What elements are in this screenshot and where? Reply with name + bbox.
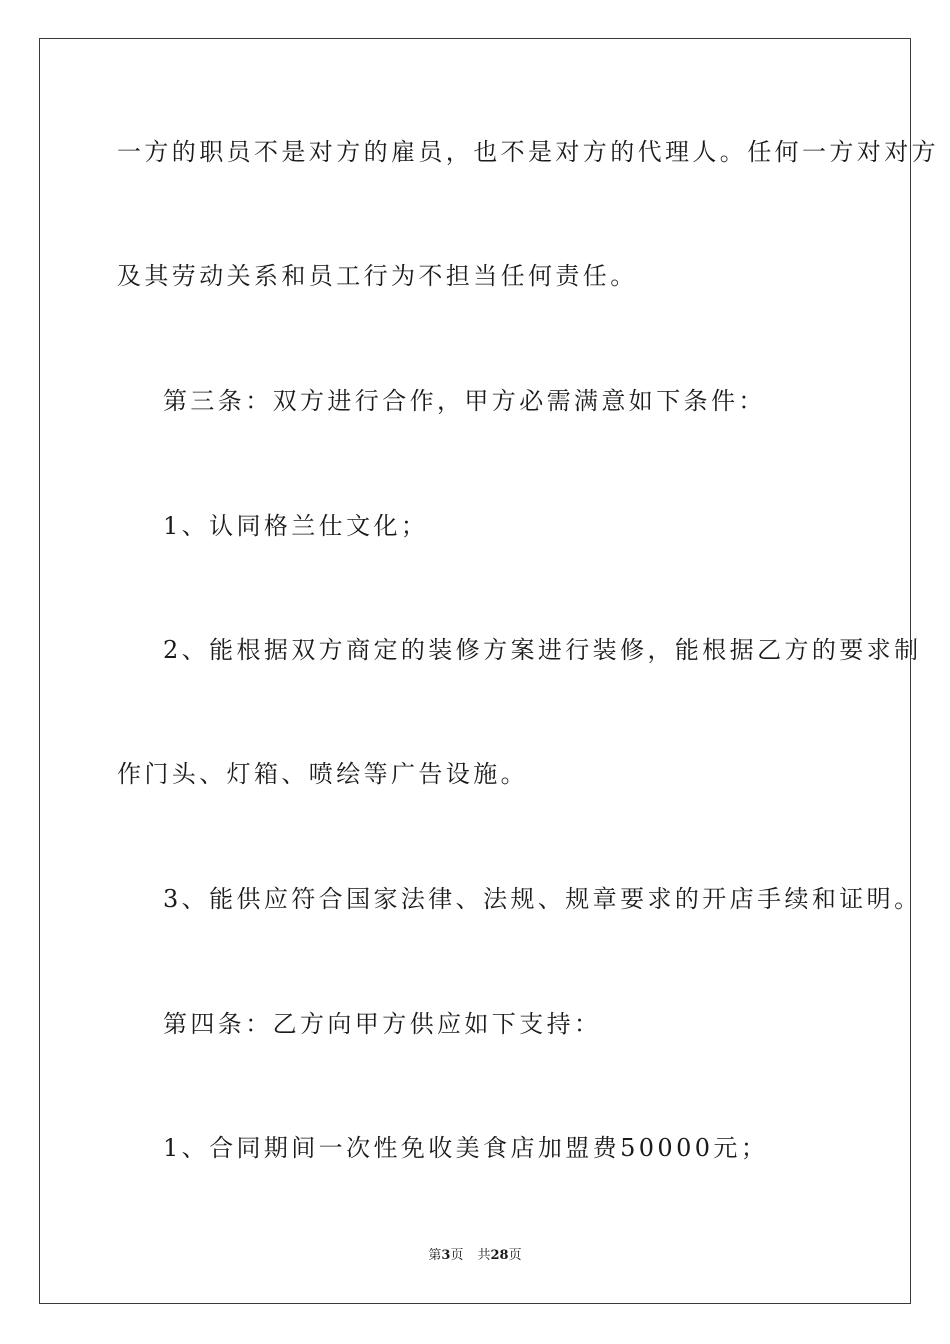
text-line-2: 及其劳动关系和员工行为不担当任何责任。 <box>117 262 638 290</box>
text-line-1: 一方的职员不是对方的雇员，也不是对方的代理人。任何一方对对方 <box>117 138 939 166</box>
page-border <box>39 38 911 1304</box>
current-page-number: 3 <box>441 1248 451 1263</box>
page-prefix: 第 <box>428 1248 442 1263</box>
article-4-item-1: 1、合同期间一次性免收美食店加盟费50000元； <box>163 1134 769 1162</box>
article-3-item-2-continued: 作门头、灯箱、喷绘等广告设施。 <box>117 760 528 788</box>
article-3-item-3: 3、能供应符合国家法律、法规、规章要求的开店手续和证明。 <box>163 885 922 913</box>
total-prefix: 共 <box>477 1248 491 1263</box>
total-suffix: 页 <box>508 1248 522 1263</box>
article-4-heading: 第四条：乙方向甲方供应如下支持： <box>163 1010 602 1038</box>
article-3-heading: 第三条：双方进行合作，甲方必需满意如下条件： <box>163 387 766 415</box>
total-pages-number: 28 <box>490 1248 509 1263</box>
page-footer <box>0 1248 950 1264</box>
article-3-item-1: 1、认同格兰仕文化； <box>163 512 429 540</box>
article-3-item-2: 2、能根据双方商定的装修方案进行装修，能根据乙方的要求制 <box>163 636 922 664</box>
page-suffix: 页 <box>450 1248 464 1263</box>
